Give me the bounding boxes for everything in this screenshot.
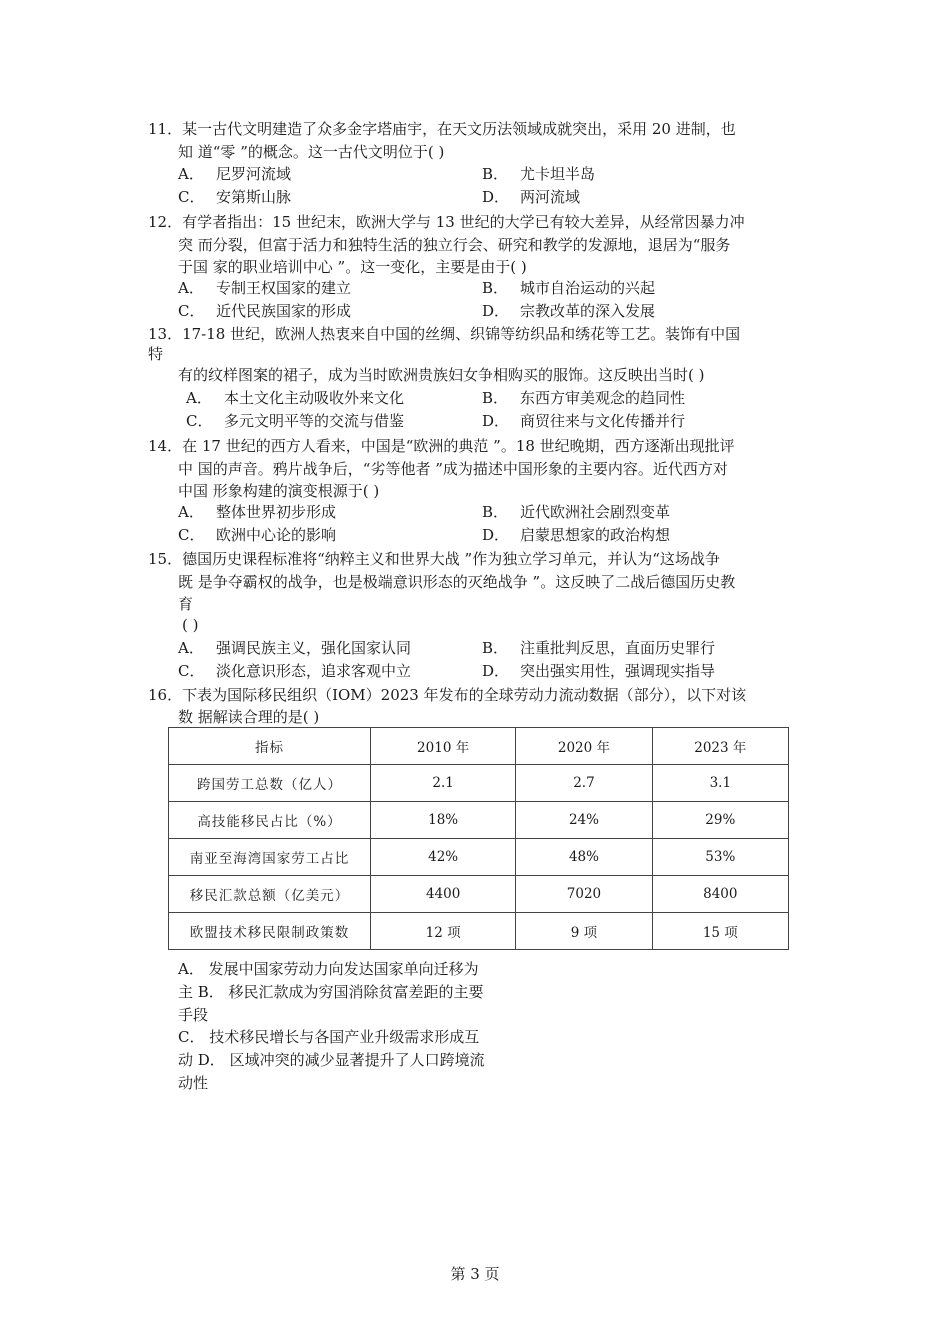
q15-stem-line4: ( )	[182, 616, 199, 634]
q14-stem-line3: 中国 形象构建的演变根源于( )	[178, 482, 380, 500]
q12-option-d: D． 宗教改革的深入发展	[482, 302, 656, 320]
q14-option-a: A． 整体世界初步形成	[178, 503, 337, 521]
table-cell: 7020	[516, 876, 652, 913]
table-cell: 8400	[652, 876, 788, 913]
table-header-cell: 2020 年	[516, 728, 652, 765]
q16-options-line2: 主 B． 移民汇款成为穷国消除贫富差距的主要	[178, 983, 484, 1001]
table-row	[169, 765, 789, 802]
table-cell: 29%	[652, 802, 788, 839]
table-row	[169, 839, 789, 876]
table-cell: 53%	[652, 839, 788, 876]
q11-option-c: C． 安第斯山脉	[178, 188, 292, 206]
q16-options-line6: 动性	[178, 1074, 209, 1092]
table-cell: 42%	[370, 839, 515, 876]
q15-option-b: B． 注重批判反思，直面历史罪行	[482, 639, 716, 657]
q16-stem-line2: 数 据解读合理的是( )	[178, 708, 320, 726]
q16-options-line3: 手段	[178, 1006, 209, 1024]
q12-option-a: A． 专制王权国家的建立	[178, 279, 352, 297]
table-cell: 南亚至海湾国家劳工占比	[169, 839, 371, 876]
q11-stem-line1: 11．某一古代文明建造了众多金字塔庙宇，在天文历法领域成就突出，采用 20 进制，也	[148, 120, 736, 138]
q16-options-line1: A． 发展中国家劳动力向发达国家单向迁移为	[178, 960, 479, 978]
q12-option-b: B． 城市自治运动的兴起	[482, 279, 656, 297]
table-cell: 2.7	[516, 765, 652, 802]
q16-options-line4: C． 技术移民增长与各国产业升级需求形成互	[178, 1028, 480, 1046]
q11-option-b: B． 尤卡坦半岛	[482, 165, 596, 183]
table-cell: 15 项	[652, 913, 788, 950]
q15-option-d: D． 突出强实用性，强调现实指导	[482, 662, 716, 680]
q15-stem-line1: 15．德国历史课程标准将“纳粹主义和世界大战 ”作为独立学习单元，并认为“这场战争	[148, 550, 720, 568]
table-header-cell: 2023 年	[652, 728, 788, 765]
table-header-cell: 2010 年	[370, 728, 515, 765]
table-cell: 欧盟技术移民限制政策数	[169, 913, 371, 950]
table-cell: 24%	[516, 802, 652, 839]
table-row	[169, 876, 789, 913]
q11-stem-line2: 知 道“零 ”的概念。这一古代文明位于( )	[178, 143, 445, 161]
table-cell: 4400	[370, 876, 515, 913]
q12-stem-line3: 于国 家的职业培训中心 ”。这一变化，主要是由于( )	[178, 258, 527, 276]
q11-option-d: D． 两河流域	[482, 188, 581, 206]
page-number: 第 3 页	[450, 1265, 500, 1283]
table-header-cell: 指标	[169, 728, 371, 765]
table-header-row	[169, 728, 789, 765]
q16-stem-line1: 16．下表为国际移民组织（IOM）2023 年发布的全球劳动力流动数据（部分），以下对该	[148, 686, 747, 704]
table-cell: 48%	[516, 839, 652, 876]
q13-option-c: C． 多元文明平等的交流与借鉴	[186, 412, 405, 430]
q13-stem-line2: 特	[148, 345, 164, 363]
q13-option-d: D． 商贸往来与文化传播并行	[482, 412, 686, 430]
table-cell: 移民汇款总额（亿美元）	[169, 876, 371, 913]
q14-stem-line2: 中 国的声音。鸦片战争后，“劣等他者 ”成为描述中国形象的主要内容。近代西方对	[178, 460, 728, 478]
table-cell: 高技能移民占比（%）	[169, 802, 371, 839]
q15-stem-line3: 育	[178, 595, 194, 613]
q12-stem-line2: 突 而分裂，但富于活力和独特生活的独立行会、研究和教学的发源地，退居为“服务	[178, 236, 731, 254]
q15-option-c: C． 淡化意识形态，追求客观中立	[178, 662, 412, 680]
q12-option-c: C． 近代民族国家的形成	[178, 302, 352, 320]
migration-data-table	[168, 727, 789, 950]
table-row	[169, 913, 789, 950]
table-cell: 18%	[370, 802, 515, 839]
q13-option-b: B． 东西方审美观念的趋同性	[482, 389, 686, 407]
q11-option-a: A． 尼罗河流域	[178, 165, 292, 183]
table-cell: 9 项	[516, 913, 652, 950]
table-row	[169, 802, 789, 839]
q14-option-d: D． 启蒙思想家的政治构想	[482, 526, 671, 544]
q14-option-b: B． 近代欧洲社会剧烈变革	[482, 503, 671, 521]
q13-stem-line3: 有的纹样图案的裙子，成为当时欧洲贵族妇女争相购买的服饰。这反映出当时( )	[178, 366, 705, 384]
table-cell: 3.1	[652, 765, 788, 802]
table-cell: 跨国劳工总数（亿人）	[169, 765, 371, 802]
q14-option-c: C． 欧洲中心论的影响	[178, 526, 337, 544]
q14-stem-line1: 14．在 17 世纪的西方人看来，中国是“欧洲的典范 ”。18 世纪晚期，西方逐渐出现批评	[148, 437, 735, 455]
table-cell: 2.1	[370, 765, 515, 802]
q15-stem-line2: 既 是争夺霸权的战争，也是极端意识形态的灭绝战争 ”。这反映了二战后德国历史教	[178, 573, 736, 591]
q16-options-line5: 动 D． 区域冲突的减少显著提升了人口跨境流	[178, 1051, 485, 1069]
q12-stem-line1: 12．有学者指出：15 世纪末，欧洲大学与 13 世纪的大学已有较大差异，从经常因暴力冲	[148, 213, 745, 231]
table-cell: 12 项	[370, 913, 515, 950]
q13-option-a: A． 本土文化主动吸收外来文化	[186, 389, 405, 407]
q15-option-a: A． 强调民族主义，强化国家认同	[178, 639, 412, 657]
q13-stem-line1: 13．17-18 世纪，欧洲人热衷来自中国的丝绸、织锦等纺织品和绣花等工艺。装饰有中国	[148, 325, 741, 343]
